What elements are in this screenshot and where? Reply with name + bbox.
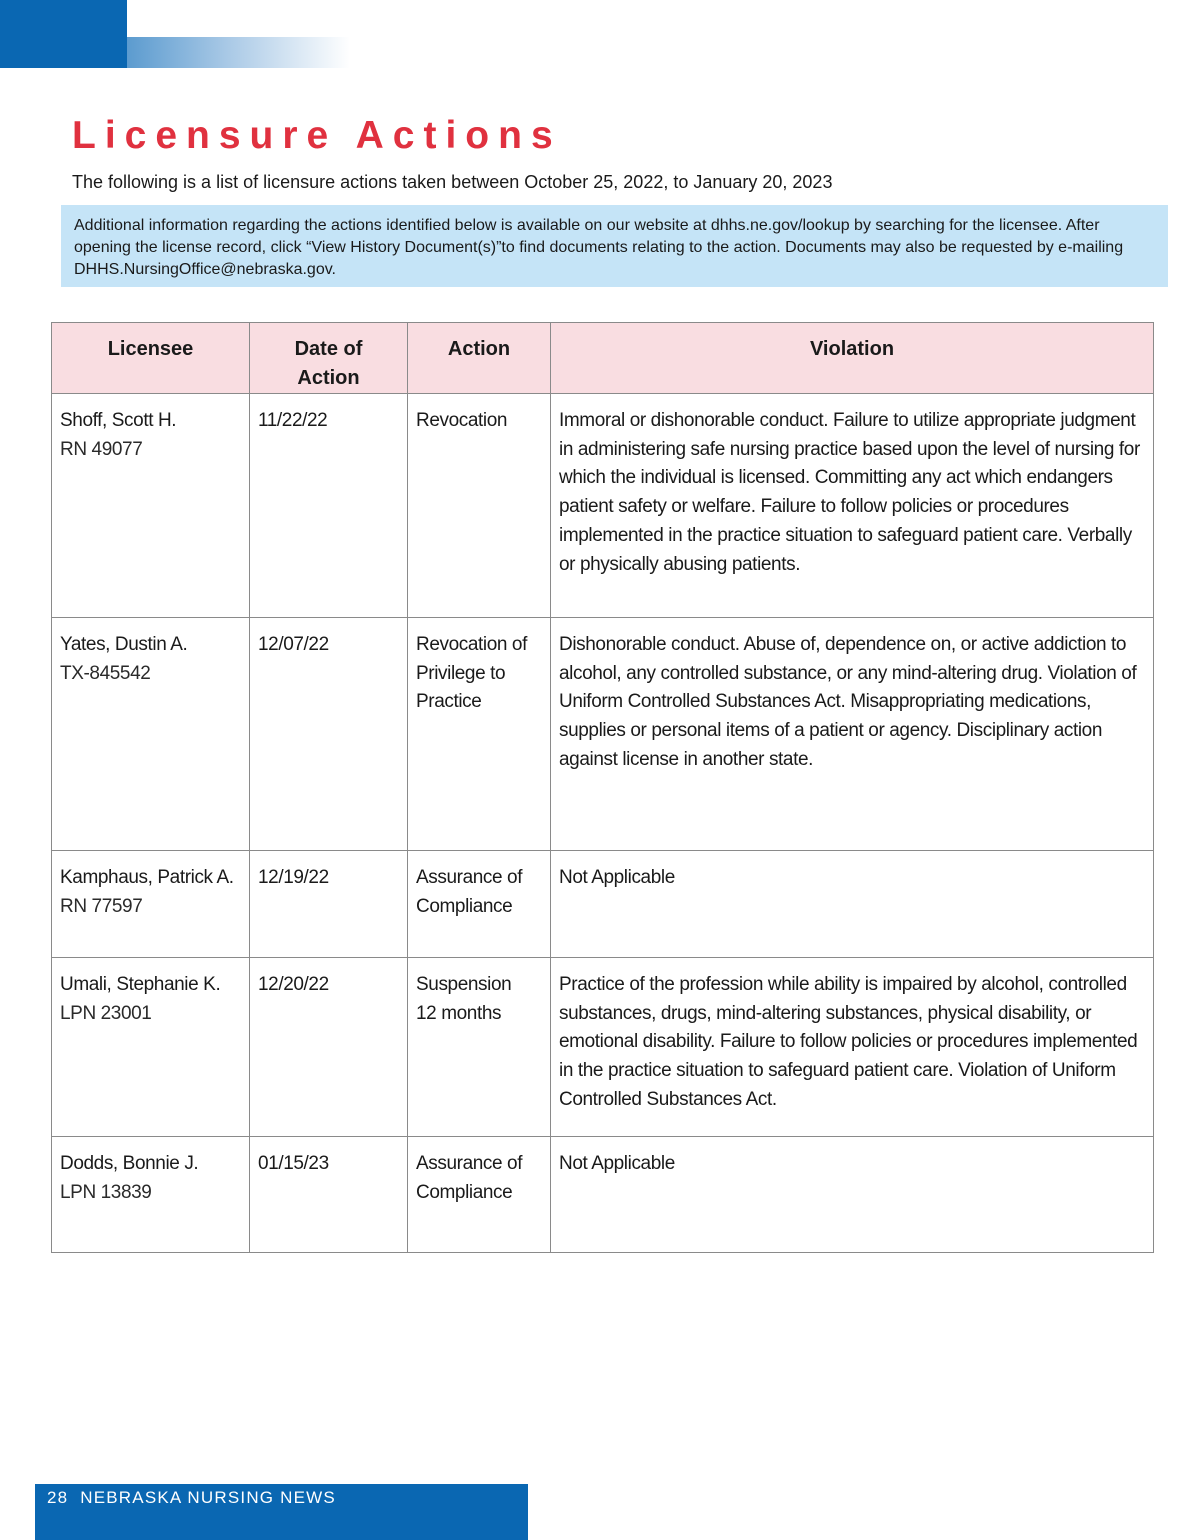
licensee-cell: [52, 1137, 250, 1253]
column-header-date-line2: Action: [297, 367, 360, 389]
action-cell: Revocation: [408, 394, 551, 618]
violation-cell: Practice of the profession while ability is impaired by alcohol, controlled substances, drugs, mind-altering substances, physical disability, or emotional disability. Failure to follow policies or procedures implemented in the practice situation to safeguard patient care. Violation of Uniform Controlled Substances Act.: [551, 958, 1154, 1137]
table-row: [52, 958, 1154, 1137]
column-header-action: [408, 323, 551, 394]
page-title: Licensure Actions: [72, 114, 562, 157]
table-header-row: [52, 323, 1154, 394]
column-header-licensee-label: Licensee: [107, 338, 194, 360]
column-header-violation: [551, 323, 1154, 394]
column-header-date: [250, 323, 408, 394]
licensure-actions-table: [51, 322, 1154, 1253]
column-header-action-label: Action: [447, 338, 511, 360]
licensee-name: Umali, Stephanie K.: [60, 974, 221, 995]
violation-cell: Not Applicable: [551, 1137, 1154, 1253]
info-box: [61, 205, 1168, 287]
licensee-name: Kamphaus, Patrick A.: [60, 867, 234, 888]
table-row: [52, 618, 1154, 851]
table-row: [52, 394, 1154, 618]
column-header-date-line1: Date of: [294, 338, 363, 360]
licensee-cell: [52, 958, 250, 1137]
action-cell: Suspension 12 months: [408, 958, 551, 1137]
licensee-cell: [52, 851, 250, 958]
table-row: [52, 851, 1154, 958]
header-color-block: [0, 0, 127, 68]
license-number: LPN 23001: [60, 1002, 152, 1024]
action-cell: Revocation of Privilege to Practice: [408, 618, 551, 851]
licensee-cell: [52, 394, 250, 618]
column-header-violation-label: Violation: [809, 338, 895, 360]
licensee-name: Dodds, Bonnie J.: [60, 1153, 199, 1174]
action-cell: Assurance of Compliance: [408, 851, 551, 958]
column-header-licensee: [52, 323, 250, 394]
violation-cell: Immoral or dishonorable conduct. Failure to utilize appropriate judgment in administering safe nursing practice based upon the level of nursing for which the individual is licensed. Committing any act which endangers patient safety or welfare. Failure to follow policies or procedures implemented in the practice situation to safeguard patient care. Verbally or physically abusing patients.: [551, 394, 1154, 618]
publication-name: NEBRASKA NURSING NEWS: [80, 1488, 336, 1507]
date-cell: 12/07/22: [250, 618, 408, 851]
violation-cell: Not Applicable: [551, 851, 1154, 958]
date-cell: 01/15/23: [250, 1137, 408, 1253]
license-number: RN 77597: [60, 895, 143, 917]
table-row: [52, 1137, 1154, 1253]
date-cell: 11/22/22: [250, 394, 408, 618]
info-box-text: Additional information regarding the actions identified below is available on our website at dhhs.ne.gov/lookup by searching for the licensee. After opening the license record, click “View History Document(s)”to find documents relating to the action. Documents may also be requested by e-mailing DHHS.NursingOffice@nebraska.gov.: [74, 217, 1124, 278]
license-number: RN 49077: [60, 438, 143, 460]
violation-cell: Dishonorable conduct. Abuse of, dependence on, or active addiction to alcohol, any controlled substance, or any mind-altering drug. Violation of Uniform Controlled Substances Act. Misappropriating medications, supplies or personal items of a patient or agency. Disciplinary action against license in another state.: [551, 618, 1154, 851]
licensee-cell: [52, 618, 250, 851]
action-cell: Assurance of Compliance: [408, 1137, 551, 1253]
date-cell: 12/20/22: [250, 958, 408, 1137]
page-subtitle: The following is a list of licensure actions taken between October 25, 2022, to January 20, 2023: [72, 172, 833, 192]
page-footer: [35, 1484, 528, 1540]
license-number: TX-845542: [60, 662, 151, 684]
license-number: LPN 13839: [60, 1181, 152, 1203]
date-cell: 12/19/22: [250, 851, 408, 958]
page-number: 28: [47, 1488, 69, 1507]
licensee-name: Shoff, Scott H.: [60, 410, 177, 431]
licensee-name: Yates, Dustin A.: [60, 634, 188, 655]
